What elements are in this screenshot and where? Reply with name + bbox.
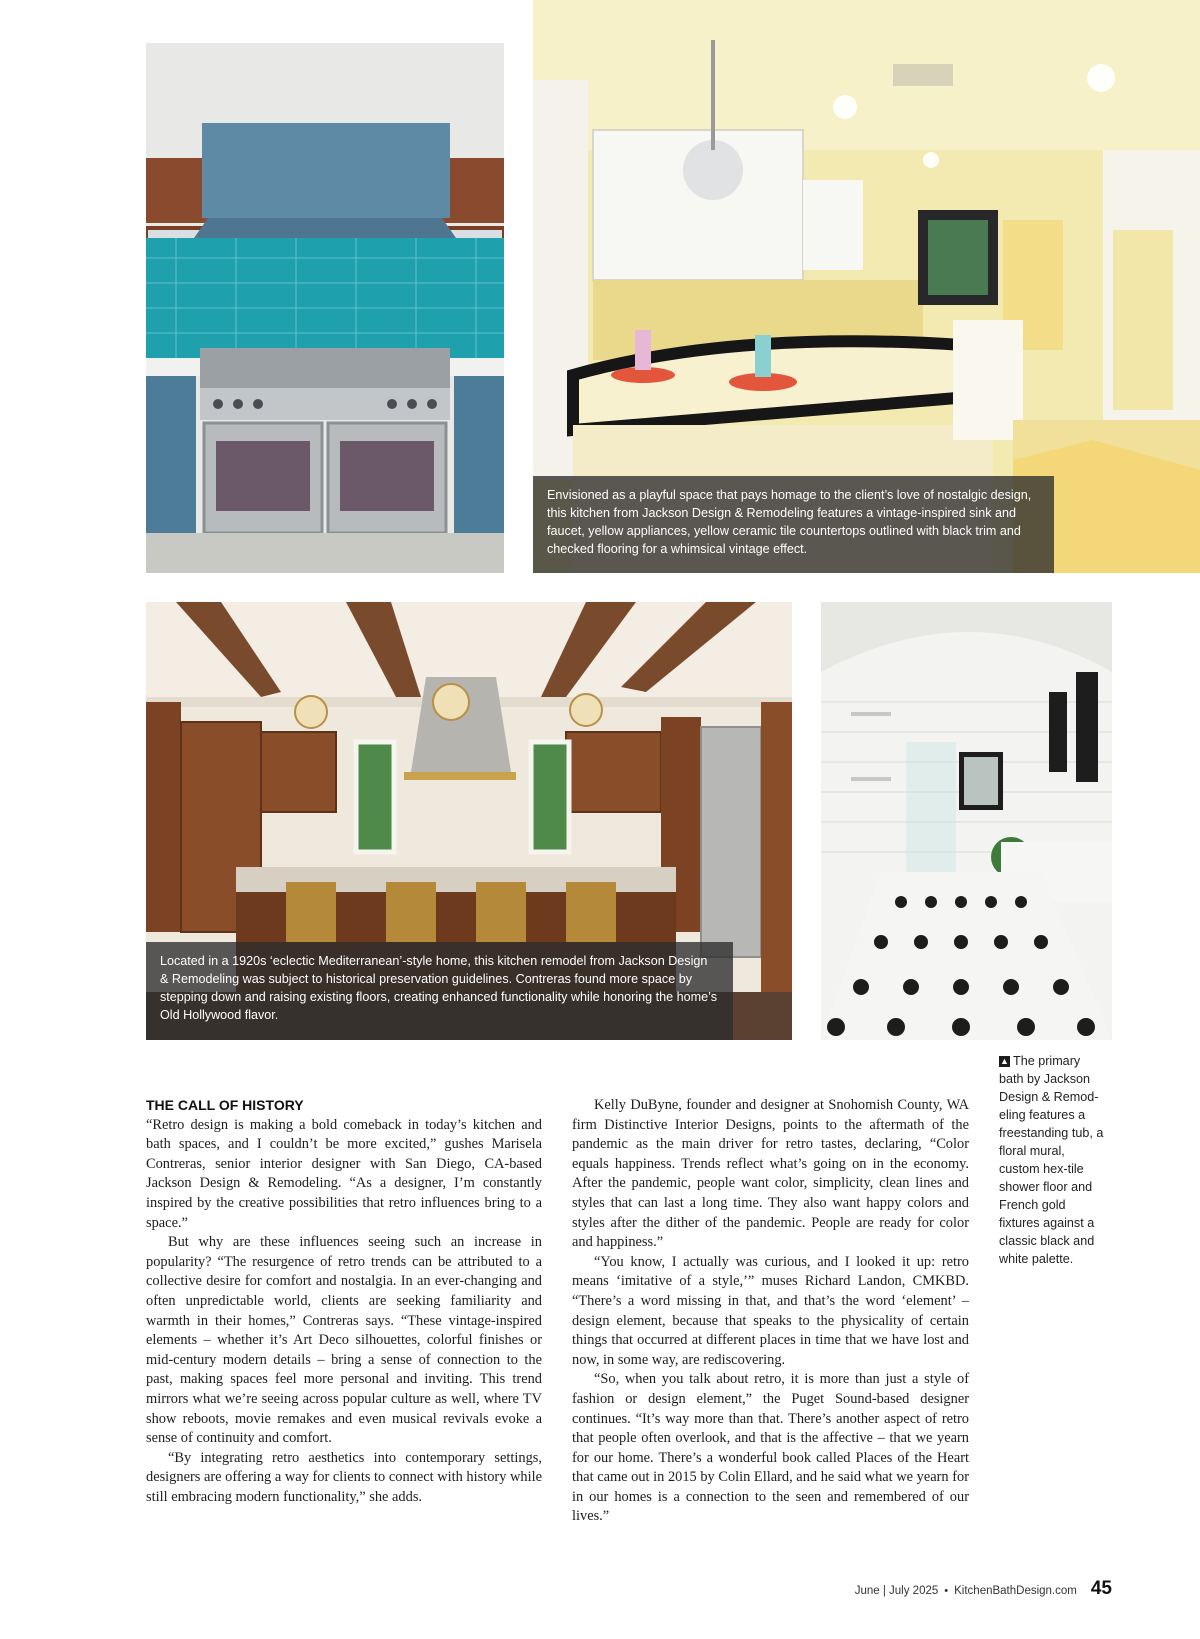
- caption-mediterranean-kitchen: [146, 942, 733, 1040]
- photo1-image: [146, 43, 504, 573]
- article-paragraph: “Retro design is making a bold comeback in today’s kitchen and bath spaces, and I couldn’t be more excited,” gushes Marisela Contreras, senior interior designer with San Diego, CA-based Jackson Design & Remodeling. “As a designer, I’m constantly inspired by the creative possibilities that retro influences bring to a space.”: [146, 1116, 542, 1231]
- article-paragraph: “By integrating retro aesthetics into contemporary settings, designers are offering a way for clients to connect with history while still embracing modern functionality,” she adds.: [146, 1449, 542, 1505]
- article-paragraph: “So, when you talk about retro, it is more than just a style of fashion or design element,” the Puget Sound-based designer continues. “It’s way more than that. There’s another aspect of retro that people often overlook, and that is the affective – that we yearn for our home. There’s a wonderful book called Places of the Heart that came out in 2015 by Colin Ellard, and he said what we yearn for in our homes is a connection to the seen and remembered of our lives.”: [572, 1371, 969, 1525]
- issue-date: June | July 2025: [854, 1585, 939, 1597]
- caption-yellow-kitchen: [533, 476, 1054, 573]
- article-paragraph: Kelly DuByne, founder and designer at Snohomish County, WA firm Distinctive Interior Designs, points to the aftermath of the pandemic as the main driver for retro tastes, declaring, “Color equals happiness. Trends reflect what’s going on in the economy. After the pandemic, people want color, simplicity, clean lines and styles that can last a long time. They also want happy colors and styles after the dither of the pandemic. People are ready for color and happiness.”: [572, 1097, 969, 1251]
- article-paragraph: “You know, I actually was curious, and I looked it up: retro means ‘imitative of a style,’” muses Richard Landon, CMKBD. “There’s a word missing in that, and that’s the word ‘element’ – design element, because that speaks to the physicality of certain things that occurred at different places in time that we have lost and now, in some way, are rediscovering.: [572, 1253, 969, 1368]
- footer-separator: •: [944, 1585, 949, 1597]
- caption-yellow-kitchen-text: Envisioned as a playful space that pays homage to the client’s love of nostalgic design, this kitchen from Jackson Design & Remodeling features a vintage-inspired sink and faucet, yellow appliances, yellow ceramic tile countertops outlined with black trim and checked flooring for a whimsical vintage effect.: [547, 488, 1032, 556]
- caption-mediterranean-kitchen-text: Located in a 1920s ‘eclectic Mediterranean’-style home, this kitchen remodel from Jackson Design & Remodeling was subject to historical preservation guidelines. Contreras found more space by stepping down and raising existing floors, creating enhanced functionality while honoring the home’s Old Hollywood flavor.: [160, 954, 718, 1022]
- page-number: 45: [1090, 1578, 1112, 1599]
- photo-bathroom: [821, 602, 1112, 1040]
- article-heading: THE CALL OF HISTORY: [146, 1097, 304, 1113]
- arrow-up-icon: ▲: [1000, 1056, 1009, 1066]
- caption-bathroom-text: The primary bath by Jackson Design & Remodeling features a freestanding tub, a floral mural, custom hex-tile shower floor and French gold fixtures against a classic black and white palette.: [999, 1054, 1104, 1266]
- article-column-2: [572, 1096, 969, 1527]
- photo-blue-hood-kitchen: [146, 43, 504, 573]
- caption-bathroom: [999, 1052, 1107, 1268]
- article-column-1: [146, 1096, 542, 1507]
- photo4-image: [821, 602, 1112, 1040]
- page-footer: [855, 1578, 1112, 1600]
- website-name: KitchenBathDesign.com: [954, 1585, 1077, 1597]
- article-paragraph: But why are these influences seeing such an increase in popularity? “The resurgence of retro trends can be attributed to a collective desire for comfort and nostalgia. In an ever-changing and often unpredictable world, clients are seeking familiarity and warmth in their homes,” Contreras says. “These vintage-inspired elements – whether it’s Art Deco silhouettes, colorful finishes or mid-century modern details – bring a sense of connection to the past, making spaces feel more personal and inviting. This trend mirrors what we’re seeing across popular culture as well, where TV show reboots, movie remakes and even musical revivals evoke a sense of continuity and comfort.: [146, 1234, 542, 1447]
